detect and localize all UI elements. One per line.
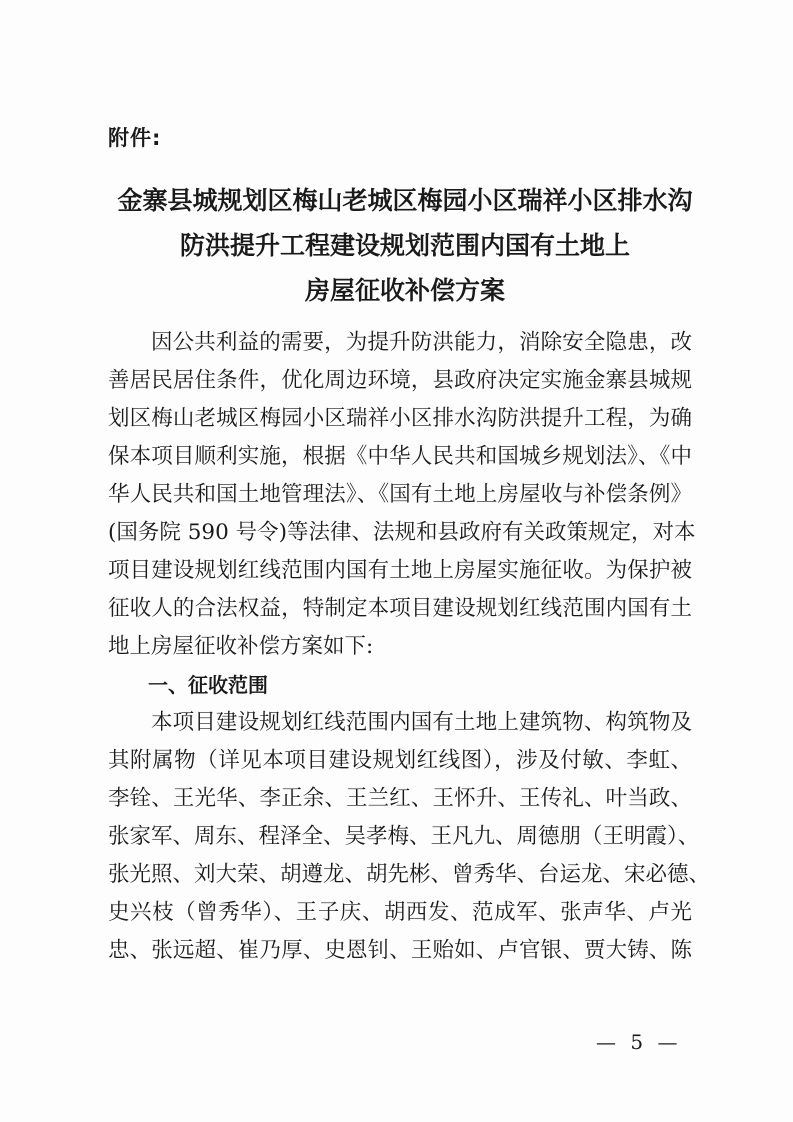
section-paragraph	[108, 704, 711, 970]
section-line: 忠、张远超、崔乃厚、史恩钊、王贻如、卢官银、贾大铸、陈	[108, 938, 692, 963]
title-line-3: 房屋征收补偿方案	[304, 276, 505, 305]
section-line: 张光照、刘大荣、胡遵龙、胡先彬、曾秀华、台运龙、宋必德、	[108, 862, 711, 887]
intro-line: 因公共利益的需要，为提升防洪能力，消除安全隐患，改	[151, 330, 692, 355]
section-line: 张家军、周东、程泽全、吴孝梅、王凡九、周德朋（王明霞）、	[108, 824, 700, 849]
intro-line: 划区梅山老城区梅园小区瑞祥小区排水沟防洪提升工程，为确	[108, 406, 692, 431]
intro-line: 保本项目顺利实施，根据《中华人民共和国城乡规划法》、《中	[108, 444, 692, 469]
section-line: 本项目建设规划红线范围内国有土地上建筑物、构筑物及	[151, 710, 692, 735]
page-number: — 5 —	[596, 1030, 682, 1054]
intro-line: (国务院 590 号令)等法律、法规和县政府有关政策规定，对本	[108, 520, 696, 545]
attachment-label: 附件:	[108, 126, 162, 150]
document-title	[60, 178, 750, 313]
title-line-1: 金寨县城规划区梅山老城区梅园小区瑞祥小区排水沟	[117, 186, 693, 215]
intro-line: 项目建设规划红线范围内国有土地上房屋实施征收。为保护被	[108, 558, 692, 583]
section-line: 史兴枝（曾秀华）、王子庆、胡西发、范成军、张声华、卢光	[108, 900, 692, 925]
section-line: 其附属物（详见本项目建设规划红线图），涉及付敏、李虹、	[108, 748, 692, 773]
intro-line: 征收人的合法权益，特制定本项目建设规划红线范围内国有土	[108, 596, 692, 621]
intro-line: 善居民居住条件，优化周边环境，县政府决定实施金寨县城规	[108, 368, 692, 393]
section-line: 李铨、王光华、李正余、王兰红、王怀升、王传礼、叶当政、	[108, 786, 692, 811]
intro-paragraph	[108, 324, 696, 666]
title-line-2: 防洪提升工程建设规划范围内国有土地上	[179, 231, 630, 260]
section-heading: 一、征收范围	[148, 673, 268, 697]
intro-line: 地上房屋征收补偿方案如下:	[108, 634, 374, 659]
document-body	[108, 324, 711, 970]
intro-line: 华人民共和国土地管理法》、《国有土地上房屋收与补偿条例》	[108, 482, 692, 507]
